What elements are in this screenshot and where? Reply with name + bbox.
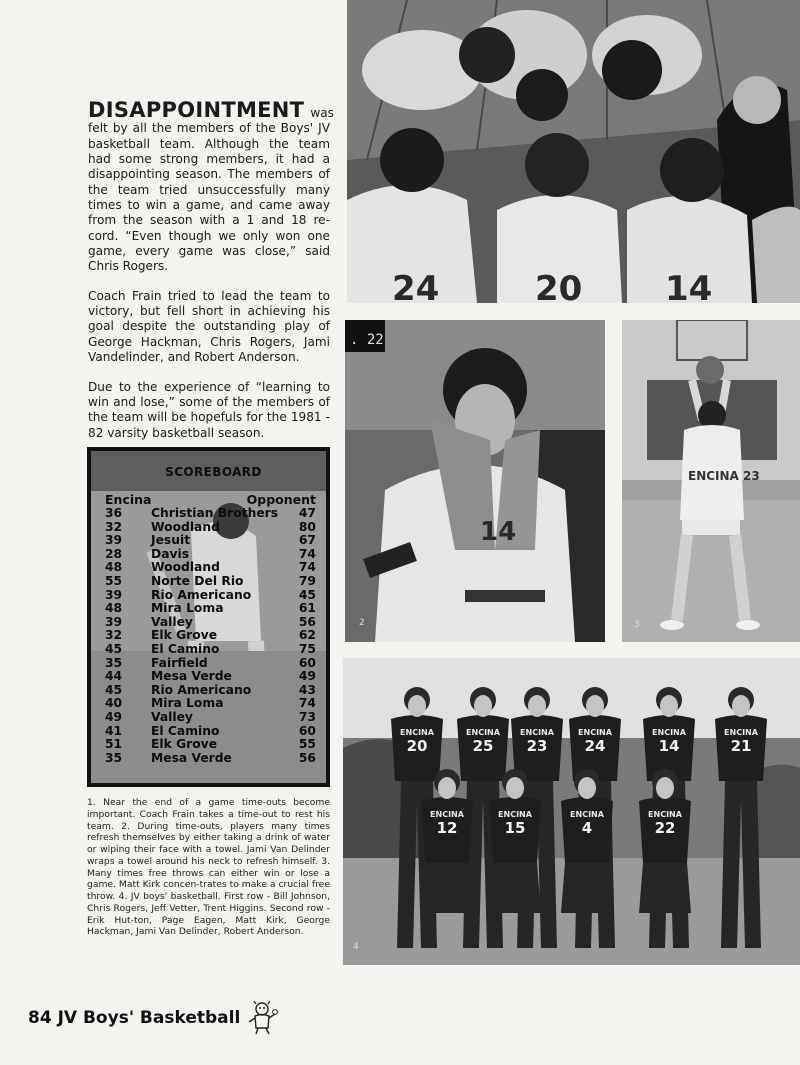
opponent-name: Fairfield: [151, 655, 208, 670]
jersey-lettering: ENCINA 23: [688, 469, 760, 483]
encina-score: 48: [105, 601, 123, 616]
scoreboard-box: [87, 447, 330, 787]
opponent-score: 49: [298, 669, 316, 684]
jersey-number: 14: [658, 737, 680, 755]
jersey-lettering: ENCINA: [466, 728, 500, 737]
opponent-name: Woodland: [151, 560, 220, 575]
jersey-lettering: ENCINA: [498, 810, 532, 819]
opponent-score: 55: [298, 737, 316, 752]
encina-score: 32: [105, 519, 123, 534]
opponent-score: 60: [298, 655, 316, 670]
encina-score: 39: [105, 614, 123, 629]
jersey-lettering: ENCINA: [648, 810, 682, 819]
opponent-name: Davis: [151, 546, 190, 561]
opponent-name: Mira Loma: [151, 601, 224, 616]
jersey-number: 14: [480, 517, 517, 547]
encina-score: 39: [105, 587, 123, 602]
scoreboard-row: [105, 725, 316, 739]
story-text: [88, 98, 334, 455]
opponent-name: Mesa Verde: [151, 750, 232, 765]
opponent-name: Woodland: [151, 519, 220, 534]
encina-score: 39: [105, 533, 123, 548]
opponent-score: 74: [298, 696, 316, 711]
opponent-name: Mesa Verde: [151, 669, 232, 684]
scoreboard-row: [105, 738, 316, 752]
opponent-score: 61: [298, 601, 316, 616]
jersey-lettering: ENCINA: [652, 728, 686, 737]
opponent-name: Rio Americano: [151, 587, 252, 602]
opponent-score: 60: [298, 723, 316, 738]
huddle-photo: [347, 0, 800, 303]
opponent-name: Norte Del Rio: [151, 573, 244, 588]
page-footer-label: 84 JV Boys' Basketball: [28, 1008, 241, 1028]
opponent-name: Rio Americano: [151, 682, 252, 697]
opponent-name: Elk Grove: [151, 737, 218, 752]
opponent-score: 56: [298, 614, 316, 629]
jersey-number: 24: [392, 269, 440, 303]
encina-score: 28: [105, 546, 123, 561]
jersey-number: 12: [436, 819, 458, 837]
scoreboard-row: [105, 589, 316, 603]
photo-number: 3: [634, 620, 640, 630]
scoreboard-row: [105, 534, 316, 548]
photo-number: 2: [359, 618, 365, 628]
opponent-name: Valley: [151, 709, 193, 724]
scoreboard-header: [105, 492, 316, 507]
opponent-name: Elk Grove: [151, 628, 218, 643]
opponent-score: 74: [298, 546, 316, 561]
scoreboard-row: [105, 643, 316, 657]
scoreboard-title: SCOREBOARD: [165, 465, 262, 479]
photo-caption: 1. Near the end of a game time-outs become important. Coach Frain takes a time-out to rest his team. 2. During time-outs, players many times refresh themselves by either taking a drink of water or wiping their face with a towel. Jami Van Delinder wraps a towel around his neck to refresh himself. 3. Many times free throws can either win or lose a game. Matt Kirk concen-trates to make a crucial free throw. 4. JV boys' basketball. First row - Bill Johnson, Chris Rogers, Jeff Vetter, Trent Higgins. Second row - Erik Hut-ton, Page Eagen, Matt Kirk, George Hackman, Jami Van Delinder, Robert Anderson.: [87, 797, 330, 938]
encina-score: 48: [105, 560, 123, 575]
scoreboard-row: [105, 521, 316, 535]
opponent-name: El Camino: [151, 723, 220, 738]
jersey-lettering: ENCINA: [724, 728, 758, 737]
scoreboard-row: [105, 575, 316, 589]
encina-score: 36: [105, 506, 123, 520]
scoreboard-row: [105, 657, 316, 671]
scoreboard-row: [105, 697, 316, 711]
jersey-lettering: ENCINA: [570, 810, 604, 819]
encina-score: 49: [105, 709, 123, 724]
encina-score: 32: [105, 628, 123, 643]
scoreboard-row: [105, 561, 316, 575]
jersey-number: 20: [406, 737, 428, 755]
jersey-number: 20: [535, 269, 583, 303]
opponent-score: 43: [298, 682, 316, 697]
opponent-score: 74: [298, 560, 316, 575]
encina-score: 44: [105, 669, 123, 684]
jersey-number: 24: [584, 737, 606, 755]
scoreboard-row: [105, 711, 316, 725]
jersey-number: 23: [526, 737, 548, 755]
scoreboard-row: [105, 507, 316, 521]
scoreboard-clock: . 22: [350, 332, 384, 348]
encina-score: 35: [105, 750, 123, 765]
scoreboard-row: [105, 616, 316, 630]
opponent-name: Jesuit: [151, 533, 191, 548]
opponent-score: 47: [298, 506, 316, 520]
story-paragraph: [88, 98, 334, 275]
opponent-name: Valley: [151, 614, 193, 629]
team-photo: [343, 658, 800, 965]
encina-score: 51: [105, 737, 123, 752]
opponent-score: 75: [298, 641, 316, 656]
story-paragraph-1-text: was felt by all the members of the Boys' JV basketball team. Although the team had some strong members, it had a disappointing season. The members of the team tried unsuccessfully many times to win a game, and came away from the season with a 1 and 18 re-cord. “Even though we only won one game, every game was close,” said Chris Rogers.: [88, 106, 334, 274]
jersey-number: 14: [665, 269, 713, 303]
opponent-score: 80: [298, 519, 316, 534]
encina-score: 45: [105, 641, 123, 656]
scoreboard-row: [105, 670, 316, 684]
scoreboard-row: [105, 684, 316, 698]
jersey-lettering: ENCINA: [400, 728, 434, 737]
opponent-score: 79: [298, 573, 316, 588]
encina-score: 45: [105, 682, 123, 697]
story-paragraph: Coach Frain tried to lead the team to victory, but fell short in achieving his goal despite the outstanding play of George Hackman, Chris Rogers, Jami Vandelinder, and Robert Anderson.: [88, 288, 330, 365]
encina-score: 41: [105, 723, 123, 738]
opponent-score: 67: [298, 533, 316, 548]
encina-score: 55: [105, 573, 123, 588]
opponent-name: Christian Brothers: [151, 506, 279, 520]
opponent-name: Mira Loma: [151, 696, 224, 711]
opponent-score: 45: [298, 587, 316, 602]
opponent-name: El Camino: [151, 641, 220, 656]
jersey-number: 25: [472, 737, 494, 755]
scoreboard-row: [105, 548, 316, 562]
team-label: Encina: [105, 492, 152, 507]
opponent-label: Opponent: [246, 492, 316, 507]
jersey-number: 22: [654, 819, 676, 837]
opponent-score: 56: [298, 750, 316, 765]
jersey-lettering: ENCINA: [520, 728, 554, 737]
lead-word: DISAPPOINTMENT: [88, 98, 305, 122]
scoreboard-row: [105, 752, 316, 766]
jersey-number: 15: [504, 819, 526, 837]
scoreboard-rows: [105, 507, 316, 765]
mascot-icon: [246, 1000, 278, 1036]
jersey-lettering: ENCINA: [578, 728, 612, 737]
jersey-number: 4: [581, 819, 593, 837]
jersey-lettering: ENCINA: [430, 810, 464, 819]
free-throw-photo: [622, 320, 800, 642]
opponent-score: 73: [298, 709, 316, 724]
towel-photo: [345, 320, 605, 642]
jersey-number: 21: [730, 737, 752, 755]
scoreboard-row: [105, 602, 316, 616]
encina-score: 40: [105, 696, 123, 711]
scoreboard-row: [105, 629, 316, 643]
encina-score: 35: [105, 655, 123, 670]
story-paragraph: Due to the experience of “learning to win and lose,” some of the members of the team will be hopefuls for the 1981 - 82 varsity basketball season.: [88, 379, 330, 440]
photo-number: 4: [353, 942, 359, 952]
opponent-score: 62: [298, 628, 316, 643]
